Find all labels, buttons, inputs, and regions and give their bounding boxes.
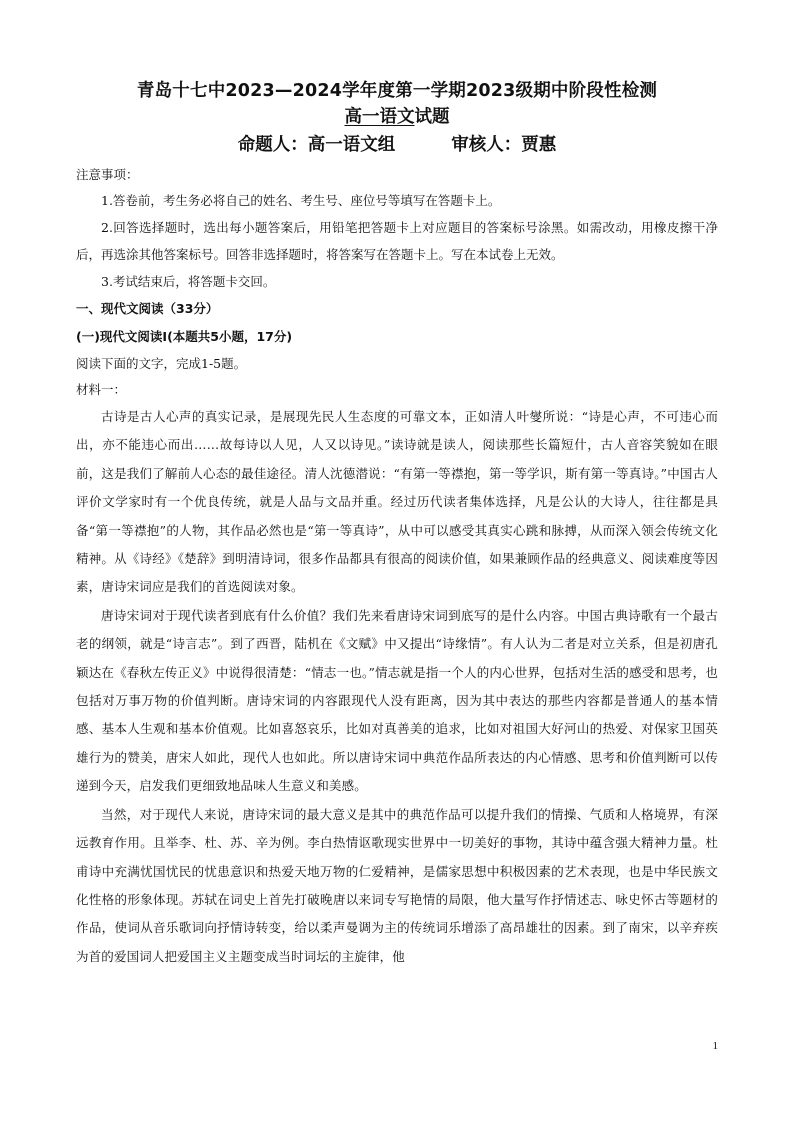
reading-instruction: 阅读下面的文字，完成1-5题。 xyxy=(76,356,247,371)
reviewer-label: 审核人：贾惠 xyxy=(451,135,557,155)
material-label: 材料一： xyxy=(76,382,127,397)
subsection-heading: (一)现代文阅读Ⅰ(本题共5小题，17分) xyxy=(76,329,293,344)
passage-paragraph: 古诗是古人心声的真实记录，是展现先民人生态度的可靠文本，正如清人叶燮所说：“诗是心声，不可违心而出，亦不能违心而出……故每诗以人见，人又以诗见。”读诗就是读人，阅读那些长篇短什，古人音容笑貌如在眼前，这是我们了解前人心态的最佳途径。清人沈德潜说：“有第一等襟抱，第一等学识，斯有第一等真诗。”中国古人评价文学家时有一个优良传统，就是人品与文品并重。经过历代读者集体选择，凡是公认的大诗人，往往都是具备“第一等襟抱”的人物，其作品必然也是“第一等真诗”，从中可以感受其真实心跳和脉搏，从而深入领会传统文化精神。从《诗经》《楚辞》到明清诗词，很多作品都具有很高的阅读价值，如果兼顾作品的经典意义、阅读难度等因素，唐诗宋词应是我们的首选阅读对象。 xyxy=(76,409,718,595)
subject-suffix: 试题 xyxy=(414,107,450,127)
setter-label: 命题人：高一语文组 xyxy=(237,135,396,155)
note-item: 2.回答选择题时，选出每小题答案后，用铅笔把答题卡上对应题目的答案标号涂黑。如需改动，用橡皮擦干净后，再选涂其他答案标号。回答非选择题时，将答案写在答题卡上。写在本试卷上无效。 xyxy=(76,220,718,262)
subject-name: 高一语文 xyxy=(344,107,415,127)
note-item: 1.答卷前，考生务必将自己的姓名、考生号、座位号等填写在答题卡上。 xyxy=(101,193,501,208)
passage-paragraph: 当然，对于现代人来说，唐诗宋词的最大意义是其中的典范作品可以提升我们的情操、气质和人格境界，有深远教育作用。且举李、杜、苏、辛为例。李白热情讴歌现实世界中一切美好的事物，其诗中蕴含强大精神力量。杜甫诗中充满忧国忧民的忧患意识和热爱天地万物的仁爱精神，是儒家思想中积极因素的艺术表现，也是中华民族文化性格的形象体现。苏轼在词史上首先打破晚唐以来词专写艳情的局限，他大量写作抒情述志、咏史怀古等题材的作品，使词从音乐歌词向抒情诗转变，给以柔声曼调为主的传统词乐增添了高昂雄壮的因素。到了南宋，以辛弃疾为首的爱国词人把爱国主义主题变成当时词坛的主旋律，他 xyxy=(76,806,718,964)
title-block xyxy=(0,78,794,158)
passage-paragraph: 唐诗宋词对于现代读者到底有什么价值？我们先来看唐诗宋词到底写的是什么内容。中国古典诗歌有一个最古老的纲领，就是“诗言志”。到了西晋，陆机在《文赋》中又提出“诗缘情”。有人认为二者是对立关系，但是初唐孔颖达在《春秋左传正义》中说得很清楚：“情志一也。”情志就是指一个人的内心世界，包括对生活的感受和思考，也包括对万事万物的价值判断。唐诗宋词的内容跟现代人没有距离，因为其中表达的那些内容都是普通人的基本情感、基本人生观和基本价值观。比如喜怒哀乐，比如对真善美的追求，比如对祖国大好河山的热爱、对保家卫国英雄行为的赞美，唐宋人如此，现代人也如此。所以唐诗宋词中典范作品所表达的内心情感、思考和价值判断可以传递到今天，启发我们更细致地品味人生意义和美感。 xyxy=(76,607,718,794)
note-item: 3.考试结束后，将答题卡交回。 xyxy=(101,274,276,289)
exam-title: 青岛十七中2023—2024学年度第一学期2023级期中阶段性检测 xyxy=(136,81,658,101)
exam-content xyxy=(76,163,718,971)
notes-heading: 注意事项： xyxy=(76,167,139,182)
section-heading: 一、现代文阅读（33分） xyxy=(76,301,219,316)
authors-line xyxy=(0,132,794,158)
exam-subtitle xyxy=(0,104,794,130)
page-number: 1 xyxy=(712,1040,718,1052)
